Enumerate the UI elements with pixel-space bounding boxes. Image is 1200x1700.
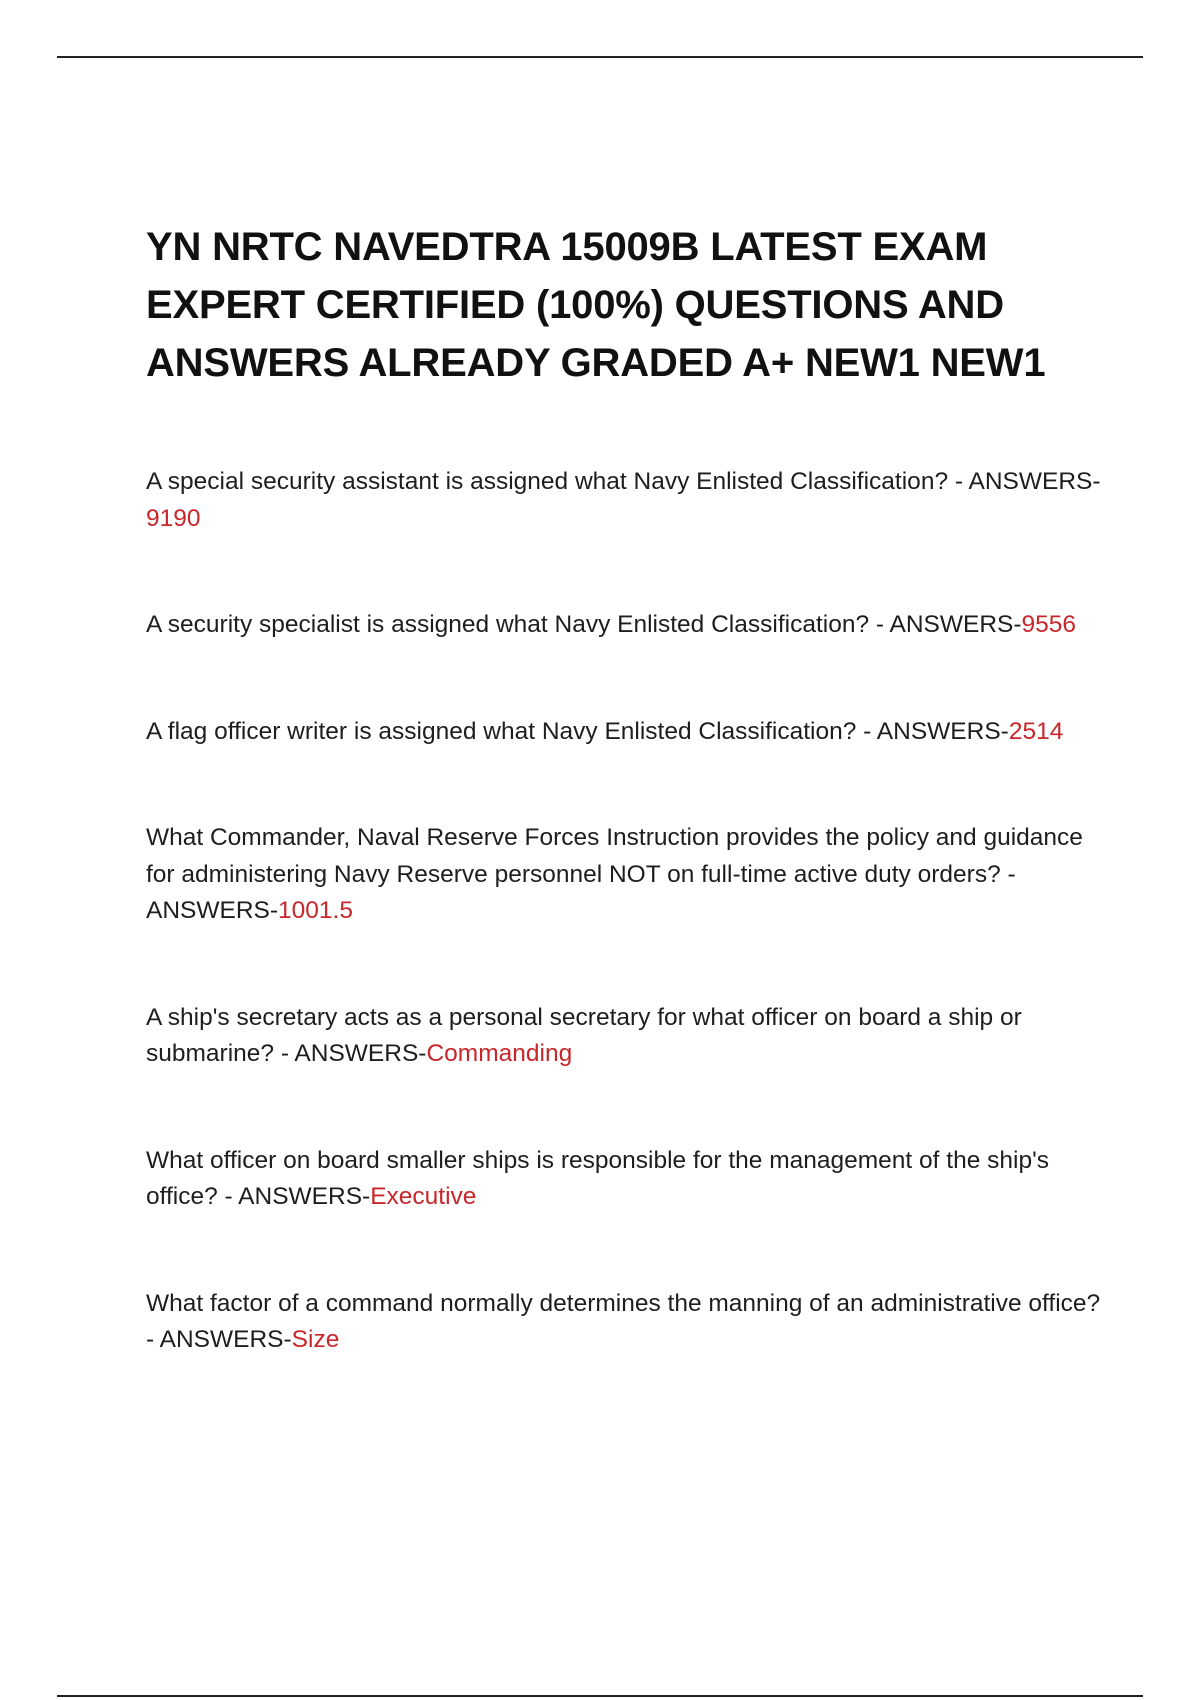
question-text: What officer on board smaller ships is responsible for the management of the ship's office? - ANSWERS- [146,1146,1050,1210]
qa-item [146,1286,1106,1359]
answer-text: 2514 [1008,717,1064,745]
qa-item [146,820,1106,930]
qa-item [146,607,1106,644]
footer-rule [57,1695,1143,1697]
header-rule [57,56,1143,58]
answer-text: 1001.5 [278,897,353,924]
question-text: A flag officer writer is assigned what Navy Enlisted Classification? - ANSWERS- [146,717,1009,745]
question-text: What factor of a command normally determines the manning of an administrative office? - ANSWERS- [146,1289,1101,1353]
question-text: What Commander, Naval Reserve Forces Instruction provides the policy and guidance for administering Navy Reserve personnel NOT on full-time active duty orders? - ANSWERS- [146,824,1083,924]
qa-item [146,1000,1106,1073]
answer-text: 9190 [146,504,201,532]
answer-text: 9556 [1021,611,1077,638]
answer-text: Executive [370,1183,477,1210]
question-text: A security specialist is assigned what Navy Enlisted Classification? - ANSWERS- [146,611,1022,638]
qa-item [146,714,1106,751]
document-title: YN NRTC NAVEDTRA 15009B LATEST EXAM EXPERT CERTIFIED (100%) QUESTIONS AND ANSWERS ALREADY GRADED A+ NEW1 NEW1 [146,225,1046,385]
qa-item [146,464,1106,537]
answer-text: Commanding [426,1040,573,1067]
question-text: A ship's secretary acts as a personal secretary for what officer on board a ship or submarine? - ANSWERS- [146,1003,1022,1067]
document-body [146,218,1106,1429]
answer-text: Size [291,1326,340,1353]
qa-item [146,1143,1106,1216]
qa-list [146,464,1106,1359]
question-text: A special security assistant is assigned what Navy Enlisted Classification? - ANSWERS- [146,468,1101,495]
